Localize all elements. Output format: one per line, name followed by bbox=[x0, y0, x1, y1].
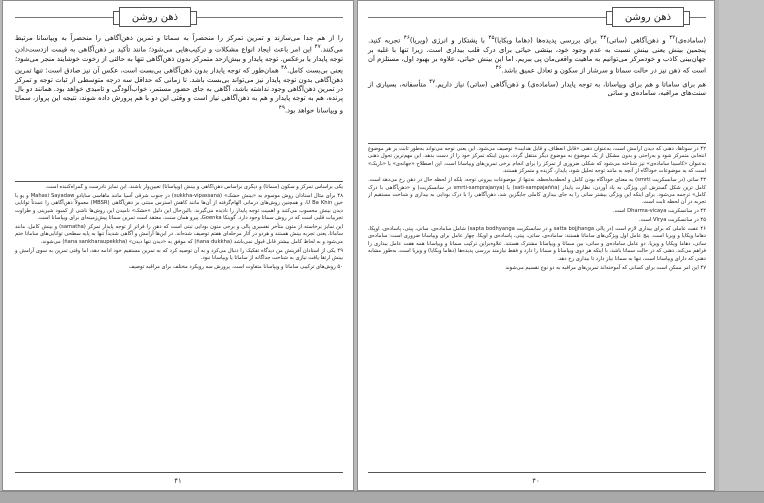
footnote: ۴۴ در سانسکریت Dharma-vicaya است. bbox=[612, 208, 706, 215]
footnotes bbox=[15, 184, 343, 424]
footnote: ۴۲ در سوتاها، ذهنی که دیدن آرامش است، به‌عنوان ذهنی «قابل انعطاف و قابل هدایت» توصیف می‌شود. این یعنی توجه می‌تواند به‌طور ثابت بر هر موضوع انتخابی متمرکز شود و به‌راحتی و بدون مشکل از یک موضوع به موضوع دیگر منتقل گردد، بدون اینکه تمرکز خود را از دست بدهد. این مهم‌ترین تحول ذهنی به‌عنوان «کاسینا ساماده‌ی» نیز شناخته می‌شود که شکلی ضروری از تمرکز را برای انجام برخی تمرین‌های ویپاسانا است. این اصطلاح «جهانه‌ی» یا «باریک» است که به موضوعات خوداگاه از آنچه به مانند توجه تحلیل شود، پایدار، گزیده و متمرکز هستند. bbox=[368, 146, 706, 175]
page-number: ۴۰ bbox=[532, 477, 540, 485]
footnotes bbox=[368, 146, 706, 428]
paragraph: هم برای ساماتا و هم برای ویپاسانا، به توجه پایدار (ساماده‌ی) و ذهن‌آگاهی (ساتی) نیاز داریم.$^{۴۷}$ متأسفانه، بسیاری از سنت‌های مراقبه، ساماده‌ی و ساتی bbox=[368, 78, 706, 98]
footnote: ۴۹ یکی از استادان آفرینش من دیدگاه تفکیک را دنبال می‌کرد و به آن توصیه کرد که به تمرین مستقیم خود ادامه دهد، اما وقتی تمرین به سوی آرامش و بینش ارتقا یافت نیازی به شناخت جداگانه از ساماتا یا ویپاسانا نبود. bbox=[15, 247, 343, 262]
footnote-separator bbox=[368, 143, 706, 144]
main-text bbox=[368, 34, 706, 101]
footnote: ۵۰ روش‌های ترکیبی ساماتا و ویپاسانا متفاوت است. پرورش سه رویکرد مختلف برای مراقبه توصیف bbox=[128, 264, 343, 271]
footnote: ۴۸ برای مثال استادان روش موسوم به «بینش خشک» (sukkha-vipassana) در جنوب شرقی آسیا مانند ماهاسی سایادو Mahasi Sayadaw و یو با خین U Ba Khin، و همچنین روش‌های درمانی الهام‌گرفته از آن‌ها مانند کاهش استرس مبتنی بر ذهن‌آگاهی (MBSR) معمولاً ذهن‌آگاهی را عمدتاً توانایی دیدن بینش محسوب می‌کنند و اهمیت توجه پایدار را نادیده می‌گیرند. بالین‌حال این دلیل «خشک» نامیدن این روش‌ها ناشی از کمبود شیرینی و طراوت تجربیات قلبی است که در روش سماتا وجود دارد. گوینکا Goenka، پیرو همان سنت، معتقد است تمرین سماتا پیش‌زمینه‌ای برای ویپاسانا است. bbox=[15, 192, 343, 222]
page-number: ۴۱ bbox=[174, 477, 182, 485]
header-rule-left bbox=[15, 17, 115, 18]
footer-rule bbox=[15, 472, 343, 473]
footnote: این تمایز برخاسته از متون متأخر تفسیری پالی و برخی متون بودایی تبتی است که ذهن را فراتر از توجه پایدار تمرکز (samatha) و بینش کامل، مانند ساماتا، یعنی تجربه بینش هستند و هردو در آثار مرحله‌ای هفتم توصیف شده‌اند. در این‌ها آرامش و آگاهی شدیداً تنها به پایه سطحی توانایی‌های ساماتا ختم می‌شود و به لحاظ کامل بیشتر قابل قبول نمی‌باشد (ñana dukkha) که موفق به «دیدن تنها دیدن» (ñana sankharaupekkha) می‌شوند. bbox=[15, 224, 343, 245]
header-rule-right bbox=[191, 17, 343, 18]
footnote: ۴۳ ساتی (در سانسکریت smrti) به معنای خوداگاه بودن کامل و لحظه‌به‌لحظه، نه‌تنها از موضوعات بیرونی توجه، بلکه از لحظه حال در ذهن رخ می‌دهد است. کامل ترین شکل گسترش این ویژگی به یاد آوردن، نظارت پایدار (sati-sampajañña) یا (smrti-samprajanya در سانسکریت) و «ذهن‌آگاهی با درک کامل» ترجمه می‌شود. برای اینکه این ویژگی بیشتر ساتی را به جای بیداری کاملی جایگزین شد، ذهن‌آگاهی را با درک بودایی به بیداری و شناخت مستقیم از تجربه در آن لحظه ثابت است. bbox=[368, 177, 706, 206]
footnote: یکی براساس تمرکز و سکون (سماتا) و دیگری براساس ذهن‌آگاهی و بینش (ویپاسانا) تعیین‌وار باشند. این تمایز نادرست و گمراه‌کننده است. bbox=[45, 184, 343, 190]
header-rule-right bbox=[688, 17, 706, 18]
running-header: ذهن روشن bbox=[119, 7, 191, 27]
footnote: ۴۶ عفت عاملی که برای بیداری لازم است (در پالی satta bojjhanga و در سانسکریت sapta bodhyanga) شامل ساماده‌ی، ساتی، پیتی، پاساده‌ی، اوپکا، دهاما ویکایا و ویریا است. پنج عامل اول ویژگی‌های ساماتا هستند: ساماده‌ی، ساتی، پیتی، پاساده‌ی و اوپکا. چهار عامل برای ویپاسانا ضروری است: ساماده‌ی ساتی، دهاما ویکایا و ویریا. دو عامل ساماده‌ی و ساتی، بین سماتا و ویپاسانا مشترک هستند. علاوه‌براین ترکیب سماتا و ویپاسانا همه هفت عامل بیداری را فراهم می‌کند. ذهنی که در حالت سماتا باشد، با اینکه هر دوی ویپاسانا و سماتا را دارد و فقط نیازمند بررسی پدیده‌ها (دهاما ویکایا) و ویریا است، به‌طور مشابه ذهنی که دارای ویپاسانا است، تنها به سماتا نیاز دارد تا بیداری رخ دهد. bbox=[368, 226, 706, 262]
right-page bbox=[357, 0, 715, 491]
footnote: ۴۷ این امر ممکن است برای کسانی که آموخته‌اند تمرین‌های مراقبه به دو نوع تقسیم می‌شوند bbox=[505, 264, 706, 271]
main-text bbox=[15, 34, 343, 117]
paragraph: (ساماده‌ی)$^{۴۳}$ و ذهن‌آگاهی (ساتی)$^{۴۴}$ برای بررسی پدیده‌ها (دهاما ویکایا)$^{۴۵}$ با پشتکار و انرژی (ویریا)$^{۴۶}$ تجربه کنید. پنجمین بینش یعنی بینش نسبت به عدم وجود خود، بینشی حیاتی برای درک قلب بیداری است. زیرا تنها با غلبه بر جهان‌بینی کاذب و خودمرکز می‌توانیم به ماهیت واقعی‌مان پی ببریم. اما این بینش حیاتی، علاوه بر بهبود اول، مستلزم آن است که ذهن نیز در حالت سماتا و سرشار از سکون و تعادل عمیق باشد.$^{۴۶}$ bbox=[368, 35, 706, 75]
viewer-background bbox=[719, 0, 764, 491]
footer-rule bbox=[368, 472, 706, 473]
left-page bbox=[2, 0, 354, 491]
header-rule-left bbox=[368, 17, 608, 18]
paragraph: را از هم جدا می‌سازند و تمرین تمرکز را منحصراً به سماتا و تمرین ذهن‌آگاهی را منحصراً به ویپاسانا مرتبط می‌کنند.$^{۴۷}$ این امر باعث ایجاد انواع مشکلات و ترکیب‌هایی می‌شود؛ مانند تأکید بر ذهن‌آگاهی به قیمت ازدست‌دادن توجه پایدار یا برعکس. توجه پایدار و بیش‌ازحد متمرکز بدون ذهن‌آگاهی تنها به حالتی از رخوت خوشایند منجر می‌شود؛ یعنی بی‌بست کامل.$^{۴۸}$ همان‌طور که توجه پایدار بدون ذهن‌آگاهی بی‌بست است، عکس آن نیز صادق است: تنها تمرین ذهن‌آگاهی بدون توجه پایدار نیز می‌تواند بی‌بست باشد. تا زمانی که حداقل سه درجه متوسطی از ثبات توجه و تمرکز در تمرین ذهن‌آگاهی وجود نداشته باشد، آگاهی به جای حضور مستمر، خواب‌آلودگی و تامیدی خواهد بود. همانند دو بال پرنده، هم به توجه پایدار و هم به ذهن‌آگاهی نیاز است و وقتی این دو با هم پرورش داده شوند، نتیجه این پرواز، سماتا و ویپاسانا خواهد بود.$^{۴۹}$ bbox=[15, 34, 344, 114]
footnote: ۴۵ در سانسکریت Vīrya است. bbox=[638, 217, 706, 224]
running-header: ذهن روشن bbox=[612, 7, 684, 27]
horizontal-scrollbar[interactable] bbox=[0, 491, 764, 503]
footnote-separator bbox=[15, 181, 343, 182]
